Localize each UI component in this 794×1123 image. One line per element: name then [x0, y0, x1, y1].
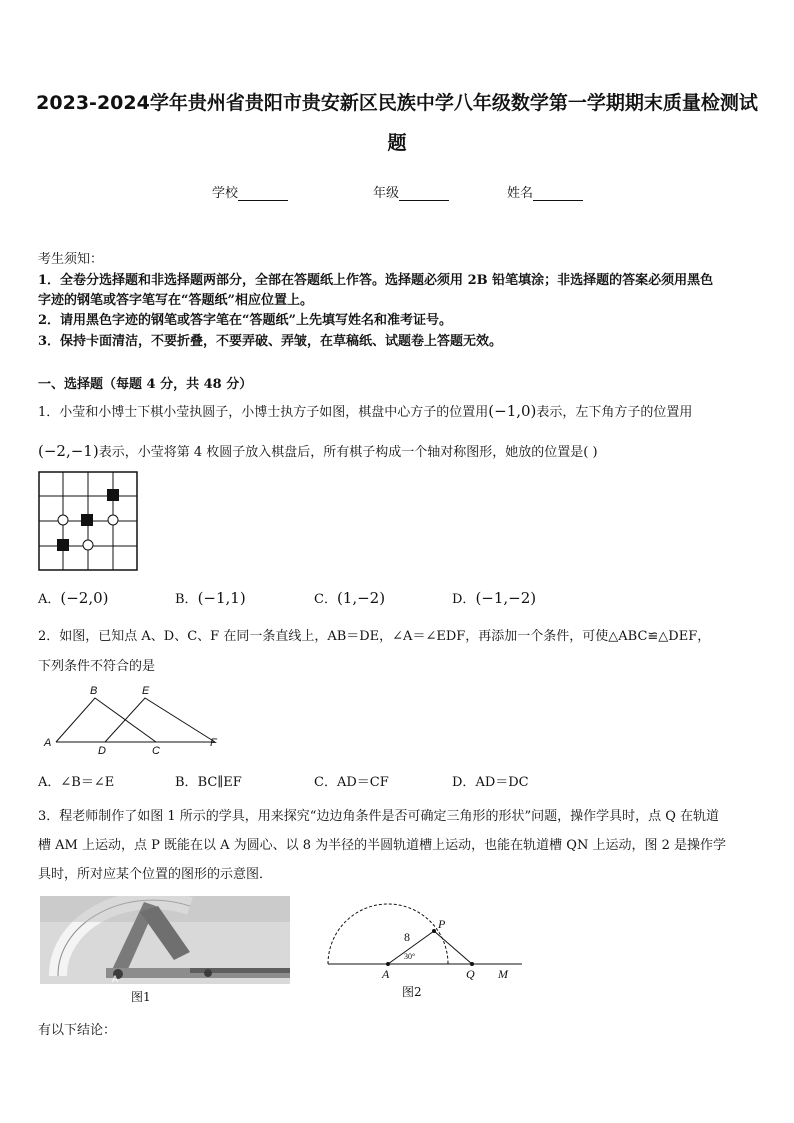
q3-line2: 槽 AM 上运动，点 P 既能在以 A 为圆心、以 8 为半径的半圆轨道槽上运动，也能在轨道槽 QN 上运动，图 2 是操作学	[38, 838, 726, 853]
label-p: P	[438, 917, 446, 931]
notice-item-2: 2．请用黑色字迹的钢笔或答字笔在“答题纸”上先填写姓名和准考证号。	[38, 313, 453, 328]
figure1-caption: 图1	[131, 990, 151, 1004]
notice-heading: 考生须知：	[38, 252, 104, 267]
svg-text:A: A	[112, 974, 119, 984]
q1-option-d[interactable]: D．(−1,−2)	[452, 589, 537, 607]
label-a: A	[382, 967, 390, 981]
square-piece	[57, 539, 69, 551]
q3-line3: 具时，所对应某个位置的图形的示意图．	[38, 867, 273, 882]
length-label: 8	[404, 930, 410, 944]
square-piece	[107, 489, 119, 501]
q2-line2: 下列条件不符合的是	[38, 659, 156, 674]
figure2-caption: 图2	[402, 985, 422, 999]
conclusion-line: 有以下结论：	[38, 1023, 117, 1038]
label-c: C	[152, 745, 160, 756]
grade-field: 年级	[373, 182, 449, 201]
notice-item-1: 1．全卷分选择题和非选择题两部分，全部在答题纸上作答。选择题必须用 2B 铅笔填涂；非选择题的答案必须用黑色	[38, 273, 714, 288]
school-field: 学校	[212, 182, 288, 201]
q1-line2: (−2,−1)表示，小莹将第 4 枚圆子放入棋盘后，所有棋子构成一个轴对称图形，她放的位置是( )	[38, 442, 598, 460]
q1-option-b[interactable]: B．(−1,1)	[175, 589, 246, 607]
q1-option-c[interactable]: C．(1,−2)	[314, 589, 386, 607]
q1-option-a[interactable]: A．(−2,0)	[38, 589, 109, 607]
q1-go-board	[38, 471, 138, 571]
q2-option-b[interactable]: B．BC∥EF	[175, 775, 242, 790]
q2-option-c[interactable]: C．AD＝CF	[314, 775, 389, 790]
q3-line1: 3．程老师制作了如图 1 所示的学具，用来探究“边边角条件是否可确定三角形的形状”问题，操作学具时，点 Q 在轨道	[38, 809, 720, 824]
q1-line1: 1．小莹和小博士下棋小莹执圆子，小博士执方子如图，棋盘中心方子的位置用(−1,0)表示，左下角方子的位置用	[38, 402, 693, 420]
notice-item-1-cont: 字迹的钢笔或答字笔写在“答题纸”相应位置上。	[38, 293, 313, 308]
page-title: 2023-2024学年贵州省贵阳市贵安新区民族中学八年级数学第一学期期末质量检测试	[36, 92, 758, 114]
page-title-cont: 题	[387, 132, 407, 154]
q3-figure1-photo	[40, 896, 290, 984]
square-piece	[81, 514, 93, 526]
circle-piece	[108, 515, 118, 525]
notice-item-3: 3．保持卡面清洁，不要折叠，不要弄破、弄皱，在草稿纸、试题卷上答题无效。	[38, 334, 503, 349]
q2-triangles-figure	[38, 680, 228, 756]
q2-option-d[interactable]: D．AD＝DC	[452, 775, 529, 790]
q2-line1: 2．如图，已知点 A、D、C、F 在同一条直线上，AB＝DE，∠A＝∠EDF，再添加一个条件，可使△ABC≌△DEF，	[38, 629, 711, 644]
label-a: A	[44, 737, 52, 749]
label-d: D	[98, 745, 106, 756]
label-e: E	[142, 685, 150, 697]
name-field: 姓名	[507, 182, 583, 201]
label-q: Q	[466, 967, 475, 981]
q2-option-a[interactable]: A．∠B＝∠E	[38, 775, 115, 790]
section-heading: 一、选择题（每题 4 分，共 48 分）	[38, 377, 253, 392]
circle-piece	[83, 540, 93, 550]
circle-piece	[58, 515, 68, 525]
q3-figure2-diagram	[322, 896, 522, 984]
label-m: M	[498, 967, 508, 981]
label-f: F	[210, 737, 217, 749]
label-b: B	[90, 685, 98, 697]
angle-label: 30°	[404, 952, 416, 961]
